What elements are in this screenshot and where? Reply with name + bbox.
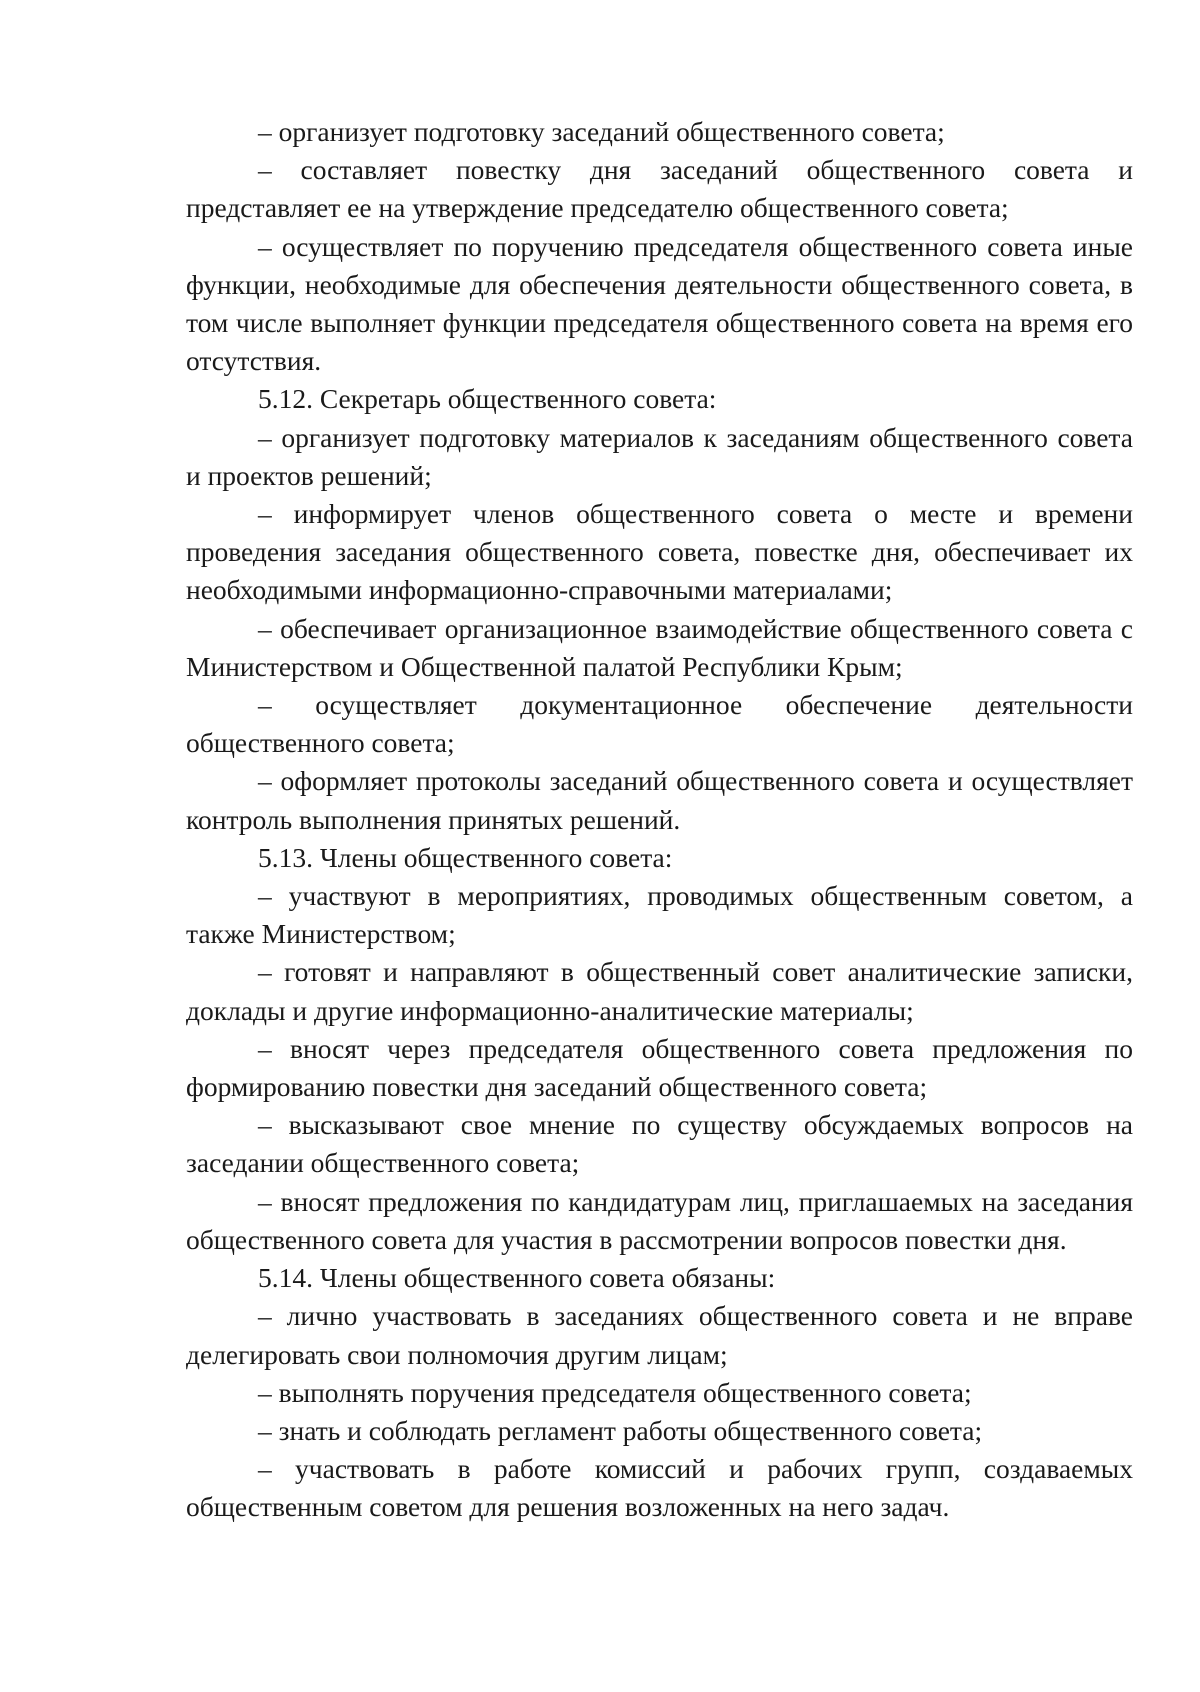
paragraph-item: – вносят через председателя общественного совета предложения по формированию повестки дня заседаний общественного совета; (186, 1032, 1133, 1103)
paragraph-item: – выполнять поручения председателя общественного совета; (258, 1376, 972, 1408)
paragraph-item: – участвовать в работе комиссий и рабочих групп, создаваемых общественным советом для решения возложенных на него задач. (186, 1453, 1133, 1523)
section-heading-5-13: 5.13. Члены общественного совета: (258, 841, 673, 873)
paragraph-item: – оформляет протоколы заседаний общественного совета и осуществляет контроль выполнения принятых решений. (186, 765, 1133, 835)
paragraph-item: – готовят и направляют в общественный совет аналитические записки, доклады и другие информационно-аналитические материалы; (186, 956, 1133, 1026)
paragraph-item: – составляет повестку дня заседаний общественного совета и представляет ее на утверждение председателю общественного совета; (186, 154, 1133, 224)
paragraph-item: – организует подготовку заседаний общественного совета; (258, 116, 945, 147)
paragraph-item: – участвуют в мероприятиях, проводимых общественным советом, а также Министерством; (186, 880, 1133, 950)
paragraph-item: – осуществляет по поручению председателя общественного совета иные функции, необходимые для обеспечения деятельности общественного совета, в том числе выполняет функции председателя общественного совета на время его отсутствия. (186, 230, 1133, 377)
paragraph-item: – обеспечивает организационное взаимодействие общественного совета с Министерством и Общественной палатой Республики Крым; (186, 612, 1133, 682)
paragraph-item: – высказывают свое мнение по существу обсуждаемых вопросов на заседании общественного совета; (186, 1109, 1133, 1179)
paragraph-item: – осуществляет документационное обеспечение деятельности общественного совета; (186, 689, 1133, 759)
paragraph-item: – информирует членов общественного совета о месте и времени проведения заседания общественного совета, повестке дня, обеспечивает их необходимыми информационно-справочными материалами; (186, 498, 1133, 606)
paragraph-item: – организует подготовку материалов к заседаниям общественного совета и проектов решений; (186, 421, 1133, 491)
document-body (186, 113, 1133, 1527)
paragraph-item: – лично участвовать в заседаниях общественного совета и не вправе делегировать свои полномочия другим лицам; (186, 1300, 1133, 1370)
section-heading-5-12: 5.12. Секретарь общественного совета: (258, 383, 717, 415)
paragraph-item: – вносят предложения по кандидатурам лиц, приглашаемых на заседания общественного совета для участия в рассмотрении вопросов повестки дня. (186, 1185, 1133, 1255)
section-heading-5-14: 5.14. Члены общественного совета обязаны: (258, 1262, 776, 1294)
paragraph-item: – знать и соблюдать регламент работы общественного совета; (258, 1414, 983, 1446)
